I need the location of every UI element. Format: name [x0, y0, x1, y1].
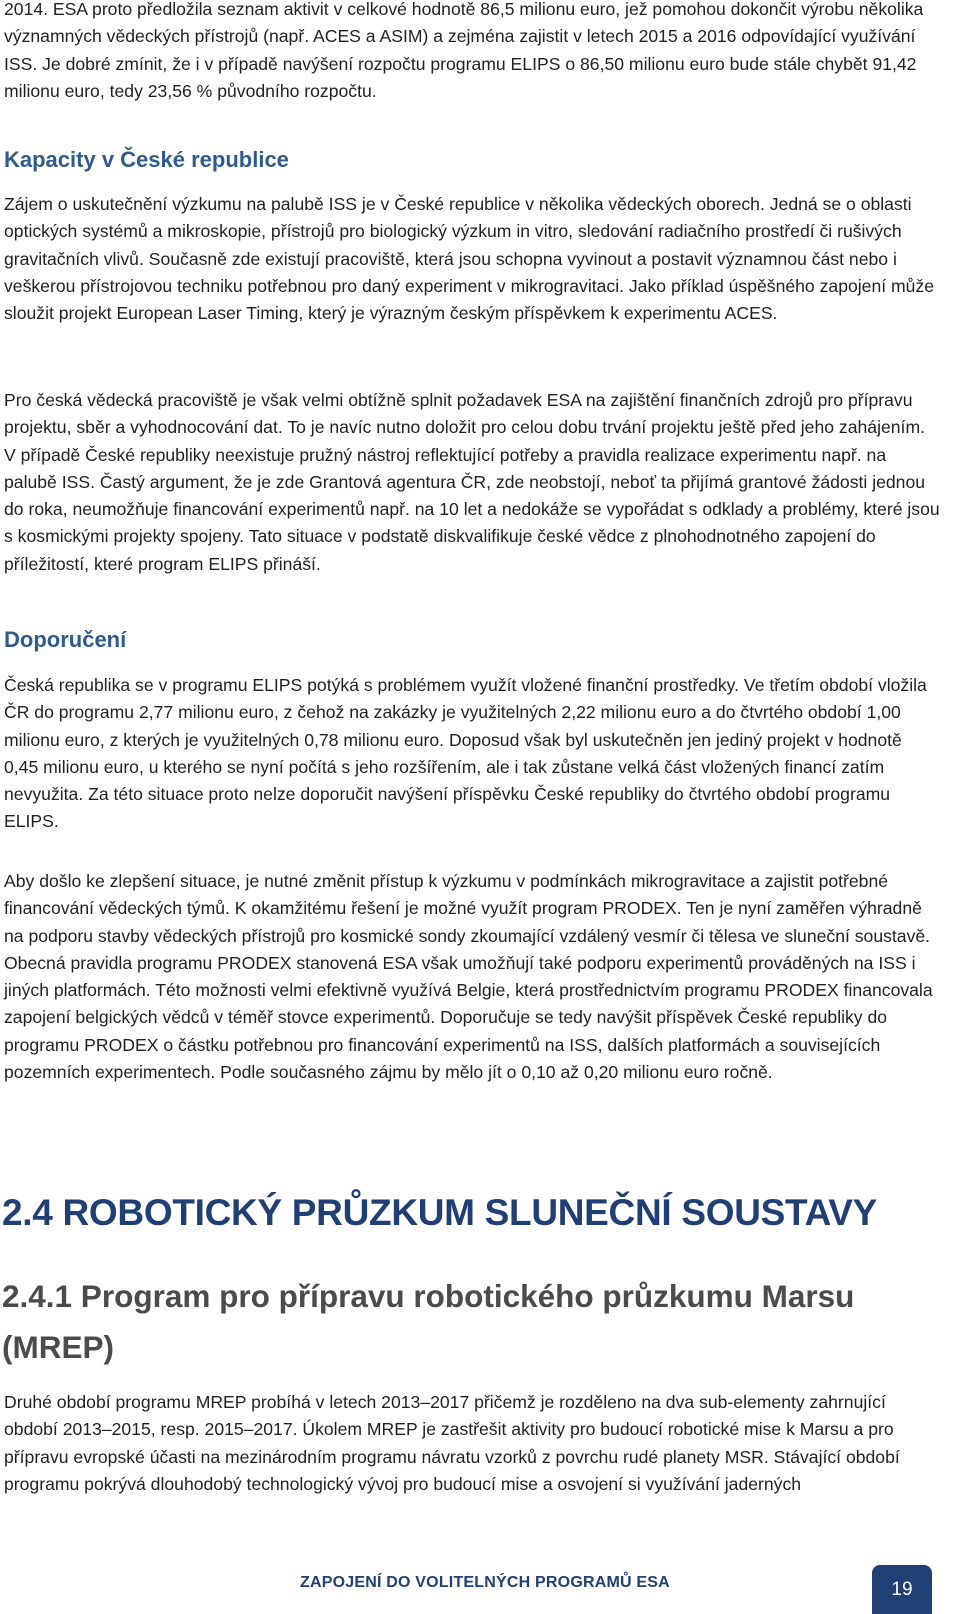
chapter-heading: 2.4 ROBOTICKÝ PRŮZKUM SLUNEČNÍ SOUSTAVY [2, 1192, 877, 1233]
capacities-paragraph-1: Zájem o uskutečnění výzkumu na palubě ISS je v České republice v několika vědeckých oborech. Jedná se o oblasti optických systémů a mikroskopie, přístrojů pro biologický výzkum in vitro, sledování radiačního prostředí či rušivých gravitačních vlivů. Současně zde existují pracoviště, která jsou schopna vyvinout a postavit významnou část nebo i veškerou přístrojovou techniku potřebnou pro daný experiment v mikrogravitaci. Jako příklad úspěšného zapojení může sloužit projekt European Laser Timing, který je výrazným českým příspěvkem k experimentu ACES. [4, 194, 935, 324]
footer-title: ZAPOJENÍ DO VOLITELNÝCH PROGRAMŮ ESA [300, 1574, 670, 1591]
recommendation-paragraph-2: Aby došlo ke zlepšení situace, je nutné změnit přístup k výzkumu v podmínkách mikrogravitace a zajistit potřebné financování vědeckých týmů. K okamžitému řešení je možné využít program PRODEX. Ten je nyní zaměřen výhradně na podporu stavby vědeckých přístrojů pro kosmické sondy zkoumající vzdálený vesmír či tělesa ve sluneční soustavě. Obecná pravidla programu PRODEX stanovená ESA však umožňují také podporu experimentů prováděných na ISS i jiných platformách. Této možnosti velmi efektivně využívá Belgie, která prostřednictvím programu PRODEX financovala zapojení belgických vědců v téměř stovce experimentů. Doporučuje se tedy navýšit příspěvek České republiky do programu PRODEX o částku potřebnou pro financování experimentů na ISS, dalších platformách a souvisejících pozemních experimentech. Podle současného zájmu by mělo jít o 0,10 až 0,20 milionu euro ročně. [4, 871, 933, 1083]
page-number-badge [872, 1565, 932, 1614]
mrep-paragraph-1: Druhé období programu MREP probíhá v letech 2013–2017 přičemž je rozděleno na dva sub-elementy zahrnující období 2013–2015, resp. 2015–2017. Úkolem MREP je zastřešit aktivity pro budoucí robotické mise k Marsu a pro přípravu evropské účasti na mezinárodním programu návratu vzorků z povrchu rudé planety MSR. Stávající období programu pokrývá dlouhodobý technologický vývoj pro budoucí mise a osvojení si využívání jaderných [4, 1392, 900, 1494]
intro-paragraph: 2014. ESA proto předložila seznam aktivit v celkové hodnotě 86,5 milionu euro, jež pomohou dokončit výrobu několika významných vědeckých přístrojů (např. ACES a ASIM) a zejména zajistit v letech 2015 a 2016 odpovídající využívání ISS. Je dobré zmínit, že i v případě navýšení rozpočtu programu ELIPS o 86,50 milionu euro bude stále chybět 91,42 milionu euro, tedy 23,56 % původního rozpočtu. [4, 0, 924, 101]
recommendation-heading: Doporučení [4, 627, 127, 652]
page-number: 19 [891, 1579, 913, 1600]
capacities-paragraph-2: Pro česká vědecká pracoviště je však velmi obtížně splnit požadavek ESA na zajištění finančních zdrojů pro přípravu projektu, sběr a vyhodnocování dat. To je navíc nutno doložit pro celou dobu trvání projektu ještě před jeho zahájením. V případě České republiky neexistuje pružný nástroj reflektující potřeby a pravidla realizace experimentu např. na palubě ISS. Častý argument, že je zde Grantová agentura ČR, zde neobstojí, neboť ta přijímá grantové žádosti jednou do roka, neumožňuje financování experimentů např. na 10 let a nedokáže se vypořádat s odklady a problémy, které jsou s kosmickými projekty spojeny. Tato situace v podstatě diskvalifikuje české vědce z plnohodnotného zapojení do příležitostí, které program ELIPS přináší. [4, 390, 940, 574]
mrep-heading: 2.4.1 Program pro přípravu robotického průzkumu Marsu (MREP) [2, 1278, 855, 1365]
capacities-heading: Kapacity v České republice [4, 147, 289, 172]
recommendation-paragraph-1: Česká republika se v programu ELIPS potýká s problémem využít vložené finanční prostředky. Ve třetím období vložila ČR do programu 2,77 milionu euro, z čehož na zakázky je využitelných 2,22 milionu euro a do čtvrtého období 1,00 milionu euro, z kterých je využitelných 0,78 milionu euro. Doposud však byl uskutečněn jen jediný projekt v hodnotě 0,45 milionu euro, u kterého se nyní počítá s jeho rozšířením, ale i tak zůstane velká část vložených financí zatím nevyužita. Za této situace proto nelze doporučit navýšení příspěvku České republiky do čtvrtého období programu ELIPS. [4, 675, 927, 832]
